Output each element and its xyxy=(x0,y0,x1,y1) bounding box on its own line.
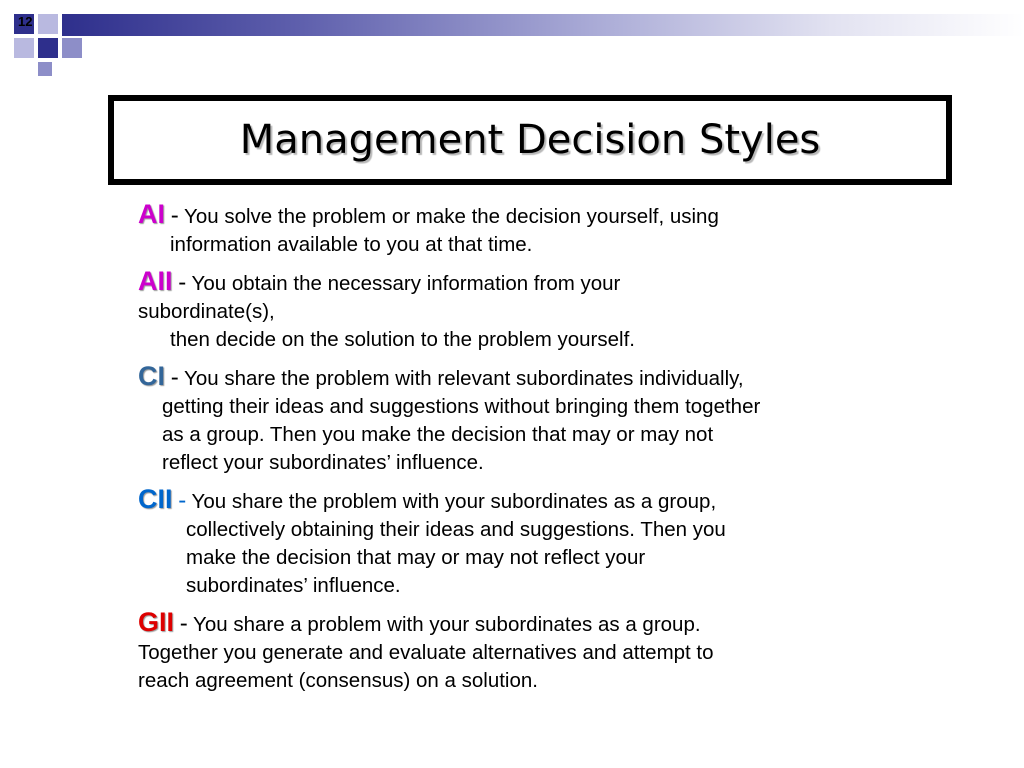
deco-square xyxy=(38,14,58,34)
style-text: subordinates’ influence. xyxy=(186,574,401,597)
style-abbr: CII xyxy=(138,484,173,514)
style-text: reach agreement (consensus) on a solution. xyxy=(138,669,538,692)
style-dash: - xyxy=(179,610,188,637)
style-abbr: GII xyxy=(138,607,175,637)
style-text: You solve the problem or make the decision yourself, using xyxy=(184,205,719,228)
deco-square xyxy=(38,62,52,76)
style-text: Together you generate and evaluate alternatives and attempt to xyxy=(138,641,714,664)
style-item-gii xyxy=(138,608,938,695)
style-text: information available to you at that time. xyxy=(170,233,533,256)
style-text: You share a problem with your subordinates as a group. xyxy=(193,613,701,636)
style-item-cii xyxy=(138,485,938,600)
style-text: then decide on the solution to the problem yourself. xyxy=(170,328,635,351)
style-text: make the decision that may or may not reflect your xyxy=(186,546,646,569)
deco-square xyxy=(38,38,58,58)
style-text: as a group. Then you make the decision that may or may not xyxy=(162,423,714,446)
style-abbr: AI xyxy=(138,199,165,229)
style-dash: - xyxy=(178,269,187,296)
style-text: reflect your subordinates’ influence. xyxy=(162,451,484,474)
style-item-ci xyxy=(138,362,938,477)
style-text: collectively obtaining their ideas and suggestions. Then you xyxy=(186,518,726,541)
style-dash: - xyxy=(170,202,179,229)
header-gradient-bar xyxy=(62,14,1024,36)
deco-square xyxy=(14,38,34,58)
title-box xyxy=(108,95,952,185)
style-text: subordinate(s), xyxy=(138,300,275,323)
style-item-ai xyxy=(138,200,938,259)
styles-list xyxy=(138,200,938,703)
style-text: You share the problem with your subordinates as a group, xyxy=(191,490,717,513)
style-text: You obtain the necessary information from your xyxy=(191,272,621,295)
style-dash: - xyxy=(170,364,179,391)
style-abbr: CI xyxy=(138,361,165,391)
style-item-aii xyxy=(138,267,938,354)
style-abbr: AII xyxy=(138,266,173,296)
deco-square xyxy=(62,38,82,58)
style-text: You share the problem with relevant subordinates individually, xyxy=(184,367,744,390)
slide-number: 12 xyxy=(18,14,33,29)
style-text: getting their ideas and suggestions without bringing them together xyxy=(162,395,761,418)
style-dash: - xyxy=(178,487,187,514)
page-title: Management Decision Styles xyxy=(239,117,821,163)
